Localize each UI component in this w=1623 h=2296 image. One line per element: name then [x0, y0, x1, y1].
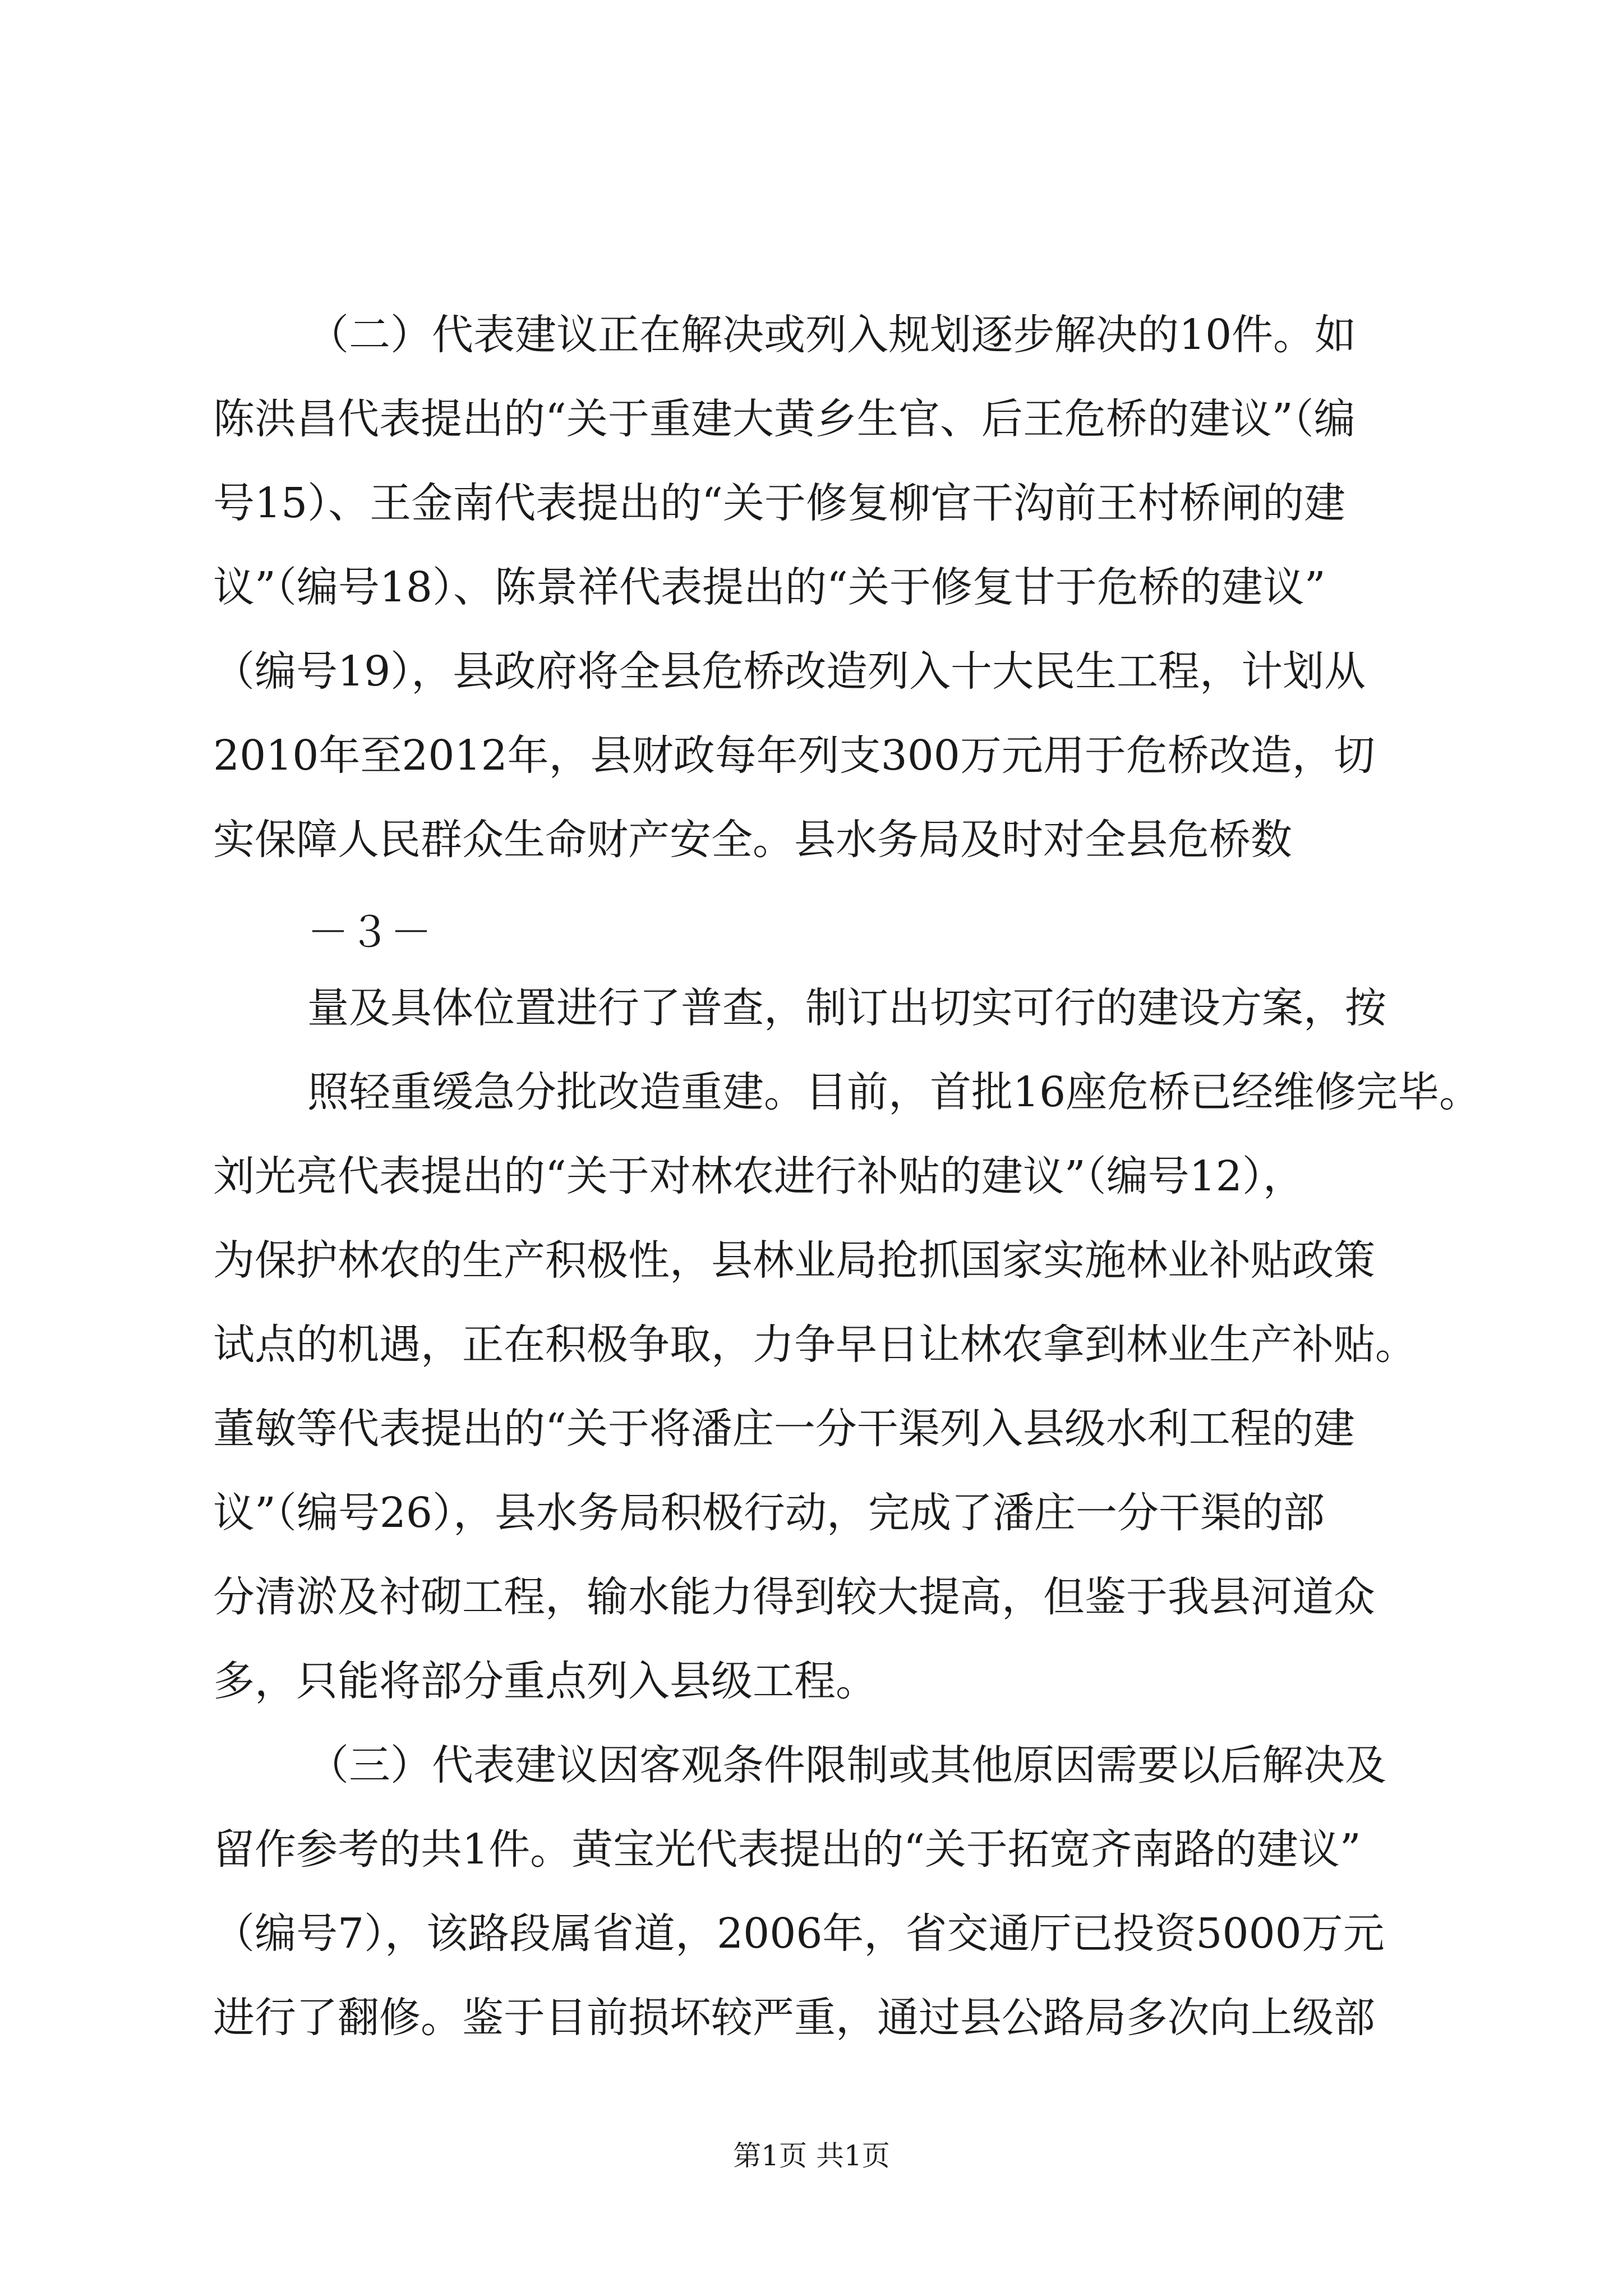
paragraph-2-line-1: （二）代表建议正在解决或列入规划逐步解决的10件。如: [307, 311, 1357, 359]
paragraph-2-line-13: 董敏等代表提出的“关于将潘庄一分干渠列入县级水利工程的建: [213, 1405, 1355, 1453]
paragraph-3-line-3: （编号7），该路段属省道，2006年，省交通厅已投资5000万元: [213, 1910, 1385, 1958]
paragraph-2-line-12: 试点的机遇，正在积极争取，力争早日让林农拿到林业生产补贴。: [213, 1320, 1417, 1369]
paragraph-2-line-2: 陈洪昌代表提出的“关于重建大黄乡生官、后王危桥的建议”（编: [213, 395, 1355, 443]
paragraph-2-line-11: 为保护林农的生产积极性，县林业局抢抓国家实施林业补贴政策: [213, 1236, 1375, 1285]
paragraph-2-line-7: 实保障人民群众生命财产安全。县水务局及时对全县危桥数: [213, 816, 1292, 864]
paragraph-2-line-5: （编号19），县政府将全县危桥改造列入十大民生工程，计划从: [213, 647, 1366, 696]
paragraph-3-line-2: 留作参考的共1件。黄宝光代表提出的“关于拓宽齐南路的建议”: [213, 1825, 1361, 1874]
page-footer: 第1页 共1页: [733, 2139, 890, 2172]
paragraph-2-line-3: 号15）、王金南代表提出的“关于修复柳官干沟前王村桥闸的建: [213, 479, 1345, 527]
paragraph-2-line-10: 刘光亮代表提出的“关于对林农进行补贴的建议”（编号12），: [213, 1152, 1304, 1200]
paragraph-2-line-16: 多，只能将部分重点列入县级工程。: [213, 1657, 877, 1705]
paragraph-2-line-6: 2010年至2012年，县财政每年列支300万元用于危桥改造，切: [213, 731, 1375, 780]
paragraph-3-line-4: 进行了翻修。鉴于目前损坏较严重，通过县公路局多次向上级部: [213, 1994, 1375, 2042]
paragraph-2-line-14: 议”（编号26），县水务局积极行动，完成了潘庄一分干渠的部: [213, 1489, 1325, 1537]
page-number-marker: －３－: [307, 908, 432, 956]
paragraph-3-line-1: （三）代表建议因客观条件限制或其他原因需要以后解决及: [307, 1741, 1386, 1789]
paragraph-2-line-15: 分清淤及衬砌工程，输水能力得到较大提高，但鉴于我县河道众: [213, 1573, 1375, 1621]
paragraph-2-line-9: 照轻重缓急分批改造重建。目前，首批16座危桥已经维修完毕。: [307, 1068, 1481, 1116]
paragraph-2-line-4: 议”（编号18）、陈景祥代表提出的“关于修复甘于危桥的建议”: [213, 563, 1326, 611]
paragraph-2-line-8: 量及具体位置进行了普查，制订出切实可行的建设方案，按: [307, 984, 1386, 1032]
